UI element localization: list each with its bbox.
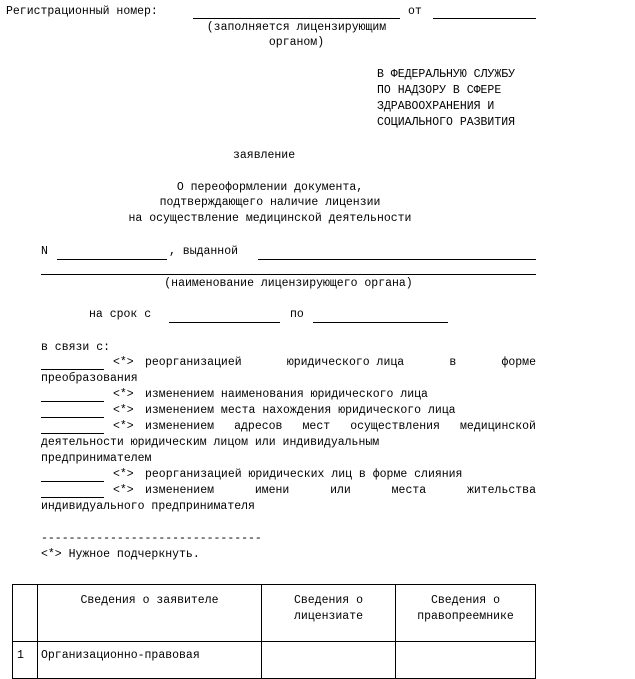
reason-text: изменением места нахождения юридического лица (145, 404, 456, 417)
table-header-number (13, 585, 38, 642)
document-title-line-2: подтверждающего наличие лицензии (159, 196, 381, 209)
table-cell-number: 1 (13, 642, 38, 679)
reason-marker: <*> (113, 468, 134, 481)
addressee-line: ЗДРАВООХРАНЕНИЯ И (377, 100, 495, 113)
license-number-label: N (41, 245, 48, 258)
reason-mark-field[interactable] (41, 401, 104, 402)
information-table (12, 584, 536, 679)
reason-word: имени (254, 484, 290, 497)
reason-mark-field[interactable] (41, 417, 104, 418)
reason-marker: <*> (113, 388, 134, 401)
reason-word: юридического лица (286, 356, 405, 369)
term-from-label: на срок с (89, 308, 152, 321)
document-heading: заявление (233, 149, 296, 162)
reason-word: реорганизацией (145, 356, 242, 369)
license-number-field[interactable] (57, 259, 167, 260)
term-from-field[interactable] (169, 322, 280, 323)
issuing-authority-field[interactable] (258, 259, 536, 260)
addressee-line: В ФЕДЕРАЛЬНУЮ СЛУЖБУ (377, 68, 516, 81)
reason-word: в (449, 356, 457, 369)
reason-word: жительства (466, 484, 536, 497)
reason-text: реорганизацией юридических лиц в форме слияния (145, 468, 463, 481)
reason-word: изменением (145, 420, 215, 433)
footnote-rule: -------------------------------- (41, 532, 262, 545)
reason-text-continued: деятельности юридическим лицом или индивидуальным (41, 436, 380, 449)
reason-text (145, 356, 536, 370)
table-row (13, 642, 536, 679)
reason-mark-field[interactable] (41, 497, 104, 498)
registration-note-line-2: органом) (268, 36, 325, 49)
reason-mark-field[interactable] (41, 433, 104, 434)
table-header-successor: Сведения о правопреемнике (396, 585, 536, 642)
reason-mark-field[interactable] (41, 369, 104, 370)
addressee-line: СОЦИАЛЬНОГО РАЗВИТИЯ (377, 116, 516, 129)
table-header-row (13, 585, 536, 642)
registration-date-field[interactable] (433, 18, 536, 19)
table-cell-successor[interactable] (396, 642, 536, 679)
issued-by-label: , выданной (169, 245, 239, 258)
issuing-authority-note: (наименование лицензирующего органа) (164, 277, 413, 290)
reason-word: места (391, 484, 427, 497)
reason-text-continued: преобразования (41, 372, 138, 385)
reason-text (145, 420, 536, 434)
reason-word: мест (302, 420, 331, 433)
reason-word: или (330, 484, 351, 497)
reason-word: адресов (234, 420, 283, 433)
reason-word: медицинской (460, 420, 536, 433)
footnote-text: <*> Нужное подчеркнуть. (41, 548, 200, 561)
registration-date-label: от (408, 5, 422, 18)
reason-marker: <*> (113, 420, 134, 433)
table-cell-licensee[interactable] (262, 642, 396, 679)
table-header-licensee: Сведения о лицензиате (262, 585, 396, 642)
term-to-label: по (290, 308, 304, 321)
reason-word: осуществления (350, 420, 440, 433)
table-header-applicant: Сведения о заявителе (38, 585, 262, 642)
reason-text-continued: индивидуального предпринимателя (41, 500, 255, 513)
reason-word: форме (501, 356, 536, 369)
reason-word: изменением (145, 484, 215, 497)
reason-marker: <*> (113, 356, 134, 369)
document-title-line-3: на осуществление медицинской деятельности (128, 212, 412, 225)
addressee-line: ПО НАДЗОРУ В СФЕРЕ (377, 84, 502, 97)
reasons-heading: в связи с: (41, 341, 111, 354)
registration-number-field[interactable] (193, 18, 400, 19)
reason-mark-field[interactable] (41, 481, 104, 482)
document-title-line-1: О переоформлении документа, (176, 181, 364, 194)
registration-number-label: Регистрационный номер: (6, 5, 158, 18)
reason-marker: <*> (113, 404, 134, 417)
reason-text (145, 484, 536, 498)
registration-note-line-1: (заполняется лицензирующим (206, 21, 387, 34)
reason-text: изменением наименования юридического лица (145, 388, 428, 401)
reason-text-continued: предпринимателем (41, 452, 152, 465)
issuing-authority-field-continued[interactable] (41, 274, 536, 275)
reason-marker: <*> (113, 484, 134, 497)
term-to-field[interactable] (313, 322, 448, 323)
table-cell-applicant[interactable]: Организационно-правовая (38, 642, 262, 679)
